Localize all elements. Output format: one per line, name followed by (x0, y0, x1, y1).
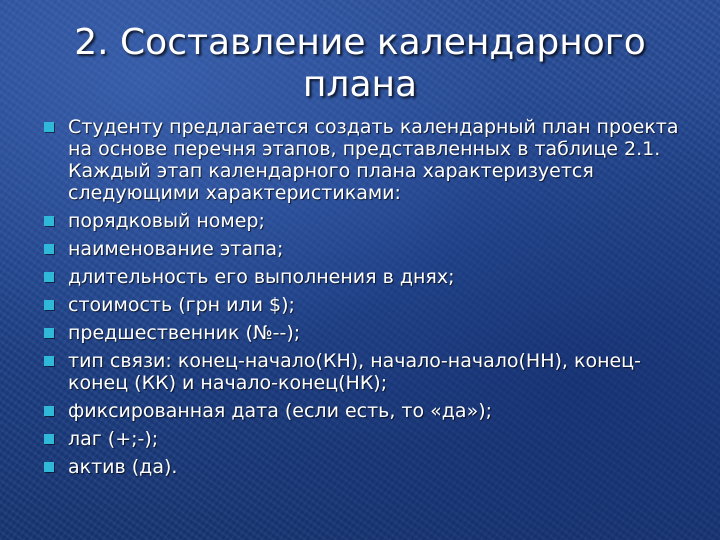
square-bullet-icon (44, 406, 54, 416)
bullet-text: стоимость (грн или $); (68, 294, 295, 316)
bullet-item (44, 456, 684, 478)
square-bullet-icon (44, 122, 54, 132)
bullet-text: тип связи: конец-начало(КН), начало-начало(НН), конец-конец (КК) и начало-конец(НК); (68, 350, 641, 394)
bullet-item (44, 350, 684, 394)
bullet-item (44, 116, 684, 204)
bullet-item (44, 400, 684, 422)
square-bullet-icon (44, 300, 54, 310)
bullet-text: фиксированная дата (если есть, то «да»); (68, 400, 493, 422)
bullet-list (44, 116, 684, 484)
bullet-item (44, 210, 684, 232)
square-bullet-icon (44, 216, 54, 226)
square-bullet-icon (44, 328, 54, 338)
square-bullet-icon (44, 356, 54, 366)
bullet-item (44, 428, 684, 450)
bullet-item (44, 322, 684, 344)
square-bullet-icon (44, 244, 54, 254)
square-bullet-icon (44, 272, 54, 282)
square-bullet-icon (44, 462, 54, 472)
slide-title: 2. Составление календарного плана (74, 22, 646, 105)
bullet-item (44, 294, 684, 316)
bullet-text: актив (да). (68, 456, 178, 478)
bullet-text: длительность его выполнения в днях; (68, 266, 455, 288)
bullet-text: порядковый номер; (68, 210, 265, 232)
bullet-text: лаг (+;-); (68, 428, 159, 450)
bullet-text: предшественник (№--); (68, 322, 301, 344)
bullet-text: наименование этапа; (68, 238, 284, 260)
bullet-item (44, 266, 684, 288)
bullet-item (44, 238, 684, 260)
square-bullet-icon (44, 434, 54, 444)
bullet-text: Студенту предлагается создать календарный план проекта на основе перечня этапов, представленных в таблице 2.1. Каждый этап календарного плана характеризуется следующими характеристиками: (68, 116, 679, 204)
